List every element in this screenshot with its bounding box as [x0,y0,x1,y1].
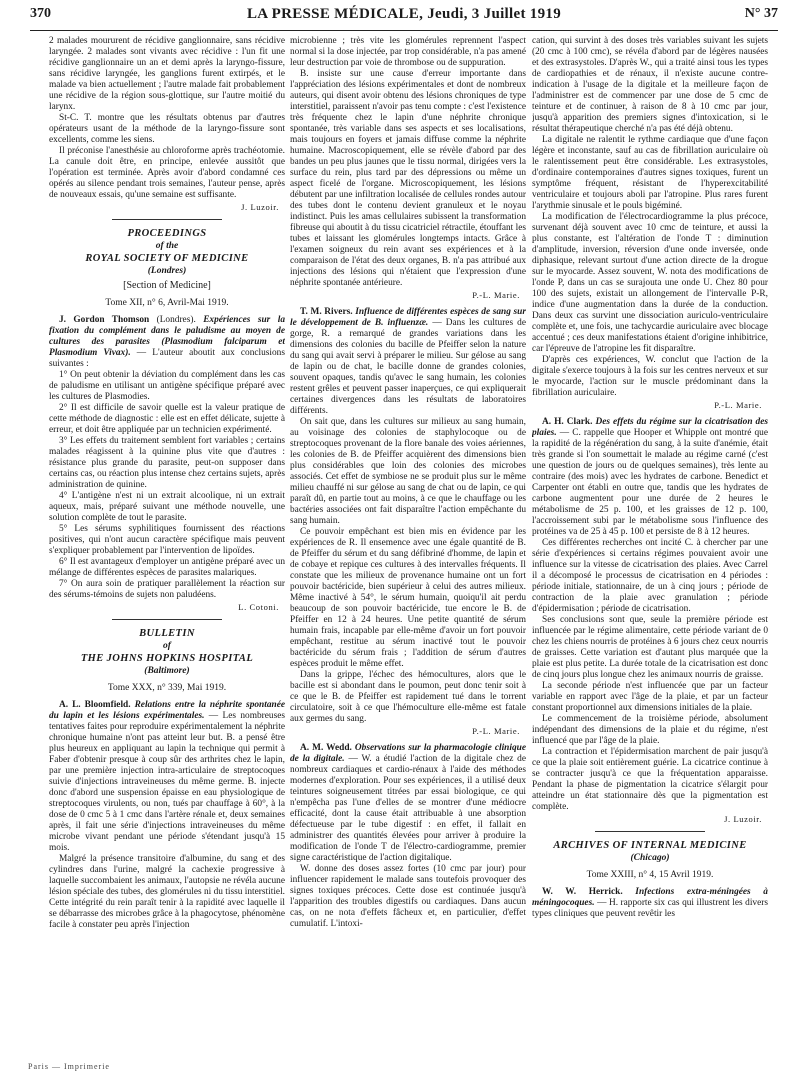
conclusion-item: 7° On aura soin de pratiquer parallèlement la réaction sur des sérums-témoins de sujets non paludéens. [49,579,285,600]
section-title: PROCEEDINGS [127,228,207,239]
section-of: of the [155,241,179,251]
issue-line: Tome XII, n° 6, Avril-Mai 1919. [105,298,229,308]
conclusion-item: 6° Il est avantageux d'employer un antigène préparé avec un mélange de différentes espèces de parasites malariques. [49,557,285,578]
page-header [30,4,778,31]
article-text: — H. rapporte six cas qui illustrent les divers types cliniques que peuvent revêtir les [532,898,768,919]
paragraph: La digitale ne ralentit le rythme cardiaque que d'une façon légère et inconstante, sauf au cas de fibrillation auriculaire où le ralentissement peut être considérable. Les extrasystoles, d'ordinaire contemporaines d'autres signes toxiques, furent un symptôme fréquent, résistant de l'hyperexcitabilité ventriculaire et toujours aboli par l'atropine. Plus rares furent l'arythmie sinusale et le pouls bigéminé. [532,135,768,211]
conclusion-item: 4° L'antigène n'est ni un extrait alcoolique, ni un extrait aqueux, mais, préparé suivant une méthode nouvelle, une solution complète de tout le parasite. [49,491,285,523]
journal-title: LA PRESSE MÉDICALE, Jeudi, 3 Juillet 1919 [246,6,561,22]
article-text: — Dans les cultures de gorge, R. a remarqué de grandes variations dans les dimensions des colonies du bacille de Pfeiffer selon la nature du sang qui avait servi à préparer le milieu. Sur gélose au sang de lapin ou de chat, le bacille donne de grandes colonies, souvent opaques, tandis qu'avec le sang humain, les colonies restent grêles et peuvent passer inaperçues, ce qui expliquerait certaines divergences dans les résultats de laboratoires différents. [290,318,526,416]
article-title: Influence de différentes espèces de sang sur le développement de B. influenzæ. [290,307,526,328]
article-title: Infections extra-méningées à méningocoques. [532,887,768,908]
column-2 [290,36,526,1072]
author-signature: P.-L. Marie. [714,400,762,410]
article-title: Observations sur la pharmacologie clinique de la digitale. [290,743,526,764]
article-text: — Les nombreuses tentatives faites pour reproduire expérimentalement la néphrite chronique humaine n'ont pas atteint leur but. B. a pensé être plus heureux en appliquant au lapin la technique qui permit à Faber d'obtenir presque à coup sûr des arthrites chez le lapin, par une première injection intra-articulaire de streptocoques suivie d'injections intraveineuses du même germe. B. injecte donc d'abord une suspension épaisse en eau physiologique de streptocoques virulents, ou non, tués par chauffage à 60°, à la dose de 0 cmc 5 à 1 cmc dans l'artère rénale et, deux semaines après, il fait une série d'injections intraveineuses du même microbe vivant pendant une période s'étendant jusqu'à 15 mois. [49,711,285,853]
article-author: W. W. Herrick. [542,887,623,897]
paragraph: On sait que, dans les cultures sur milieux au sang humain, au voisinage des colonies de staphylocoque ou de streptocoques provenant de la flore banale des voies aériennes, les colonies de B. de Pfeiffer acquièrent des dimensions bien plus considérables que loin des colonies des microbes associés. Cet effet de symbiose ne se produit plus sur le même milieu chauffé ni sur gélose au sang de chat ou de lapin, ce qui paraît dû, en partie tout au moins, à ce que le chauffage ou les bactéries associées ont fait disparaître l'action empêchante du sang humain. [290,417,526,526]
article-title: Relations entre la néphrite spontanée du lapin et les lésions expérimentales. [49,700,285,721]
page-number: 370 [30,6,51,21]
article-author: A. H. Clark. [542,417,593,427]
paragraph: La contraction et l'épidermisation marchent de pair jusqu'à ce que la plaie soit entièrement guérie. La cicatrice continue à se contracter jusqu'à ce que la fréquentation apparaisse. Pendant la phase de pigmentation la cicatrice s'élargit pour atteindre un état stationnaire dès que la pigmentation est complète. [532,747,768,812]
author-signature: P.-L. Marie. [472,726,520,736]
paragraph: Malgré la présence transitoire d'albumine, du sang et des cylindres dans l'urine, malgré la cachexie progressive à laquelle succombaient les animaux, l'autopsie ne révéla aucune lésion spéciale des tubes, des glomérules ni du tissu interstitiel. Cette intégrité du rein paraît tenir à la rapidité avec laquelle il se débarrasse des microbes grâce à la phagocytose, phénomène facile à constater peu après l'injection [49,854,285,930]
paragraph: W. donne des doses assez fortes (10 cmc par jour) pour influencer rapidement le malade sans toutefois provoquer des signes toxiques précoces. Cette dose est continuée jusqu'à l'apparition des troubles digestifs ou cardiaques. Dans aucun cas, on ne nota d'effets fâcheux et, en particulier, d'effet cumulatif. L'intoxi- [290,864,526,929]
paragraph: La modification de l'électrocardiogramme la plus précoce, survenant déjà souvent avec 10 cmc de teinture, et aussi la plus constante, est l'altération de l'onde T : diminution d'amplitude, inversion, réversion d'une onde inversée, onde diphasique, relevant surtout d'une action directe de la drogue sur le myocarde. Assez souvent, W. nota des modifications de l'onde P, dans un cas se surajouta une onde U. Chez 80 pour 100 des sujets, existait un allongement de l'intervalle P-R, indice d'une augmentation dans la durée de la conduction. Dans deux cas survint une dissociation auriculo-ventriculaire complète et, une fois, une tachycardie auriculaire avec blocage accentué ; ces deux manifestations étaient d'origine inhibitrice, car l'épreuve de l'atropine les fit disparaître. [532,212,768,354]
article-text: — C. rappelle que Hooper et Whipple ont montré que la rapidité de la régénération du sang, à la suite d'anémie, était très grande si l'on soumettait le malade au régime carné (c'est une question de jours ou de quelques semaines), très lente au contraire (des mois) avec les hydrates de carbone. Benedict et Carpenter ont établi en outre que, tandis que les hydrates de carbone augmentent pour une durée de 2 heures le métabolisme de 25 p. 100, et les graisses de 12 p. 100, l'accroissement subi par le métabolisme sous l'influence des protéines va de 25 à 45 p. 100 et persiste de 8 à 12 heures. [532,428,768,537]
paragraph: St-C. T. montre que les résultats obtenus par d'autres opérateurs usant de la méthode de la laryngo-fissure sont excellents, comme les siens. [49,113,285,145]
author-signature: L. Cotoni. [238,602,279,612]
section-title: ARCHIVES OF INTERNAL MEDICINE [553,840,747,851]
paragraph: Ses conclusions sont que, seule la première période est influencée par le régime alimentaire, cette période variant de 0 chez les chiens nourris de protéines à 6 jours chez ceux nourris de graisses. Cette variation est d'autant plus marquée que la plaie est plus petite. La durée totale de la cicatrisation est donc de cinq jours plus longue chez les animaux nourris de graisse. [532,615,768,680]
issue-line: Tome XXIII, n° 4, 15 Avril 1919. [586,870,714,880]
conclusion-item: 3° Les effets du traitement semblent fort variables ; certains malades réagissent à la quinine plus vite que d'autres : résistance plus grande du parasite, peut-on supposer dans certains cas, ou réaction plus intense chez certains sujets, après administration de quinine. [49,436,285,490]
conclusion-item: 5° Les sérums syphilitiques fournissent des réactions positives, qui n'ont aucun caractère spécifique mais peuvent s'expliquer probablement par l'intervention de lipoïdes. [49,524,285,556]
paragraph: D'après ces expériences, W. conclut que l'action de la digitale s'exerce toujours à la fois sur les centres nerveux et sur le myocarde, l'action sur le muscle prédominant dans la fibrillation auriculaire. [532,355,768,398]
author-signature: P.-L. Marie. [472,290,520,300]
section-name: THE JOHNS HOPKINS HOSPITAL [80,653,254,664]
article-place: (Londres). [149,315,204,325]
author-signature: J. Luzoir. [241,202,279,212]
article-title: Des effets du régime sur la cicatrisation des plaies. [532,417,768,438]
column-3 [532,36,768,1072]
section-city: (Baltimore) [144,666,190,676]
section-name: ROYAL SOCIETY OF MEDICINE [85,253,249,264]
article-author: T. M. Rivers. [300,307,353,317]
paragraph: B. insiste sur une cause d'erreur importante dans l'appréciation des lésions expérimentales et dont de nombreux auteurs, qui disent avoir obtenu des lésions chroniques de type interstitiel, paraissent n'avoir pas tenu compte : c'est l'existence très fréquente chez le lapin d'une néphrite chronique spontanée, très variable dans ses aspects et ses localisations, mais toujours en foyers et jamais diffuse comme la néphrite humaine. Macroscopiquement, elle se révèle d'abord par des bandes un peu plus jaunes que le tissu normal, dirigées vers la surface du rein, plus tard par des dépressions ou même un aspect ficelé de l'organe. Microscopiquement, les lésions débutent par une infiltration localisée de cellules rondes autour des tubes dont le contenu devient granuleux et le noyau indistinct. Puis les amas cellulaires subissent la transformation fibreuse qui aboutit à du tissu cicatriciel rétractile, étouffant les tubes et laissant les glomérules longtemps intacts. Grâce à l'examen soigneux du rein avant ses expériences et à la comparaison de l'état des deux organes, B. n'a pas attribué aux injections des lésions qui n'étaient que l'expression d'une néphrite spontanée antérieure. [290,69,526,288]
conclusion-item: 1° On peut obtenir la déviation du complément dans les cas de paludisme en utilisant un antigène spécifique préparé avec les cultures de Plasmodies. [49,370,285,402]
section-of: of [163,641,171,651]
article-author: A. L. Bloomfield. [59,700,131,710]
paragraph: microbienne ; très vite les glomérules reprennent l'aspect normal si la dose injectée, par trop considérable, n'a pas amené leur destruction par voie de thrombose ou de suppuration. [290,36,526,68]
article-title: Expériences sur la fixation du complément dans le paludisme au moyen de cultures des parasites (Plasmodium falciparum et Plasmodium Vivax). [49,315,285,358]
divider [595,831,705,832]
article-author: A. M. Wedd. [300,743,352,753]
paragraph: 2 malades moururent de récidive ganglionnaire, sans récidive laryngée. 2 malades sont vivants avec récidive : l'un fit une récidive ganglionnaire un an et demi après la laryngo-fissure, sans récidive laryngée, les ganglions furent extirpés, et le malade va bien actuellement ; l'autre malade fait probablement une récidive de la région sous-glottique, sur l'autre moitié du larynx. [49,36,285,112]
article-text: — L'auteur aboutit aux conclusions suivantes : [49,348,285,369]
paragraph: Il préconise l'anesthésie au chloroforme après trachéotomie. La canule doit être, en principe, enlevée aussitôt que l'opération est terminée. Après avoir d'abord condamné ces opérés au silence pendant trois semaines, l'auteur pense, après de nouveaux essais, qu'une semaine est suffisante. [49,146,285,200]
section-city: (Londres) [147,266,187,276]
paragraph: Dans la grippe, l'échec des hémocultures, alors que le bacille est si abondant dans le poumon, peut donc tenir soit à ce que le B. de Pfeiffer est rapidement tué dans le torrent circulatoire, soit à ce que l'hémoculture elle-même est fatale aux germes du sang. [290,670,526,724]
issue-number: N° 37 [744,6,778,21]
paragraph: Ces différentes recherches ont incité C. à chercher par une série d'expériences si certains régimes pouvaient avoir une influence sur la vitesse de cicatrisation des plaies. Avec Carrel il a décomposé le processus de cicatrisation en 4 périodes : période initiale, stationnaire, de un à cinq jours ; période de contraction de la plaie avec granulation ; période d'épidermisation ; période de cicatrisation. [532,538,768,614]
paragraph: Le commencement de la troisième période, absolument indépendant des dimensions de la plaie et du régime, n'est influencé que par l'âge de la plaie. [532,714,768,746]
paragraph: Ce pouvoir empêchant est bien mis en évidence par les expériences de R. Il ensemence avec une égale quantité de B. de Pfeiffer du sérum et du sang défibriné d'homme, de lapin et de cobaye et repique ces cultures à des intervalles fréquents. Il constate que les milieux de provenance humaine ont un fort pouvoir bactéricide, bien supérieur à celui des autres milieux. Même inactivé à 54°, le sérum humain, quoiqu'il ait perdu beaucoup de son pouvoir bactéricide, tue encore le B. de Pfeiffer en 12 à 24 heures. Une petite quantité de sérum humain frais, incapable par elle-même d'avoir un fort pouvoir empêchant, restitue au sérum inactivé tout le pouvoir bactéricide du sérum frais ; l'addition de sérum d'autres espèces produit le même effet. [290,527,526,669]
issue-line: Tome XXX, n° 339, Mai 1919. [107,683,227,693]
divider [112,219,222,220]
paragraph: cation, qui survint à des doses très variables suivant les sujets (20 cmc à 100 cmc), se révéla d'abord par de légères nausées et des extrasystoles. D'après W., qui a traité ainsi tous les types de cardiopathies et de rénaux, il n'existe aucune contre-indication à l'usage de la digitale et la meilleure façon de l'administrer est de commencer par une dose de 5 cmc de teinture et de continuer, à raison de 8 à 10 cmc par jour, jusqu'à apparition des premiers signes d'intoxication, si le résultat thérapeutique cherché n'a pas été déjà obtenu. [532,36,768,134]
article-text: — W. a étudié l'action de la digitale chez de nombreux cardiaques et cardio-rénaux à l'aide des méthodes modernes d'exploration. Pour ses expériences, il a utilisé deux teintures soigneusement titrées par essai biologique, ce qui n'empêcha pas l'une d'elles de se montrer d'une médiocre efficacité, dont la cause était attribuable à une absorption défectueuse par le tube digestif : en effet, il fallait en administrer des quantités élevées pour arriver à produire la modification de l'onde T de l'électro-cardiogramme, premier signe caractéristique de l'action digitalique. [290,754,526,863]
printer-mark: Paris — Imprimerie [28,1062,110,1071]
divider [112,619,222,620]
author-signature: J. Luzoir. [724,814,762,824]
column-1 [49,36,285,1072]
conclusion-item: 2° Il est difficile de savoir quelle est la valeur pratique de cette méthode de diagnostic : elle est en effet délicate, sujette à erreur, et doit être appliquée par un technicien expérimenté. [49,403,285,435]
section-title: BULLETIN [139,628,195,639]
paragraph: La seconde période n'est influencée que par un facteur variable en rapport avec l'âge de la plaie, et par un facteur constant proportionnel aux dimensions initiales de la plaie. [532,681,768,713]
section-city: (Chicago) [630,853,670,863]
section-subsection: [Section of Medicine] [123,280,211,291]
article-author: J. Gordon Thomson [59,315,150,325]
